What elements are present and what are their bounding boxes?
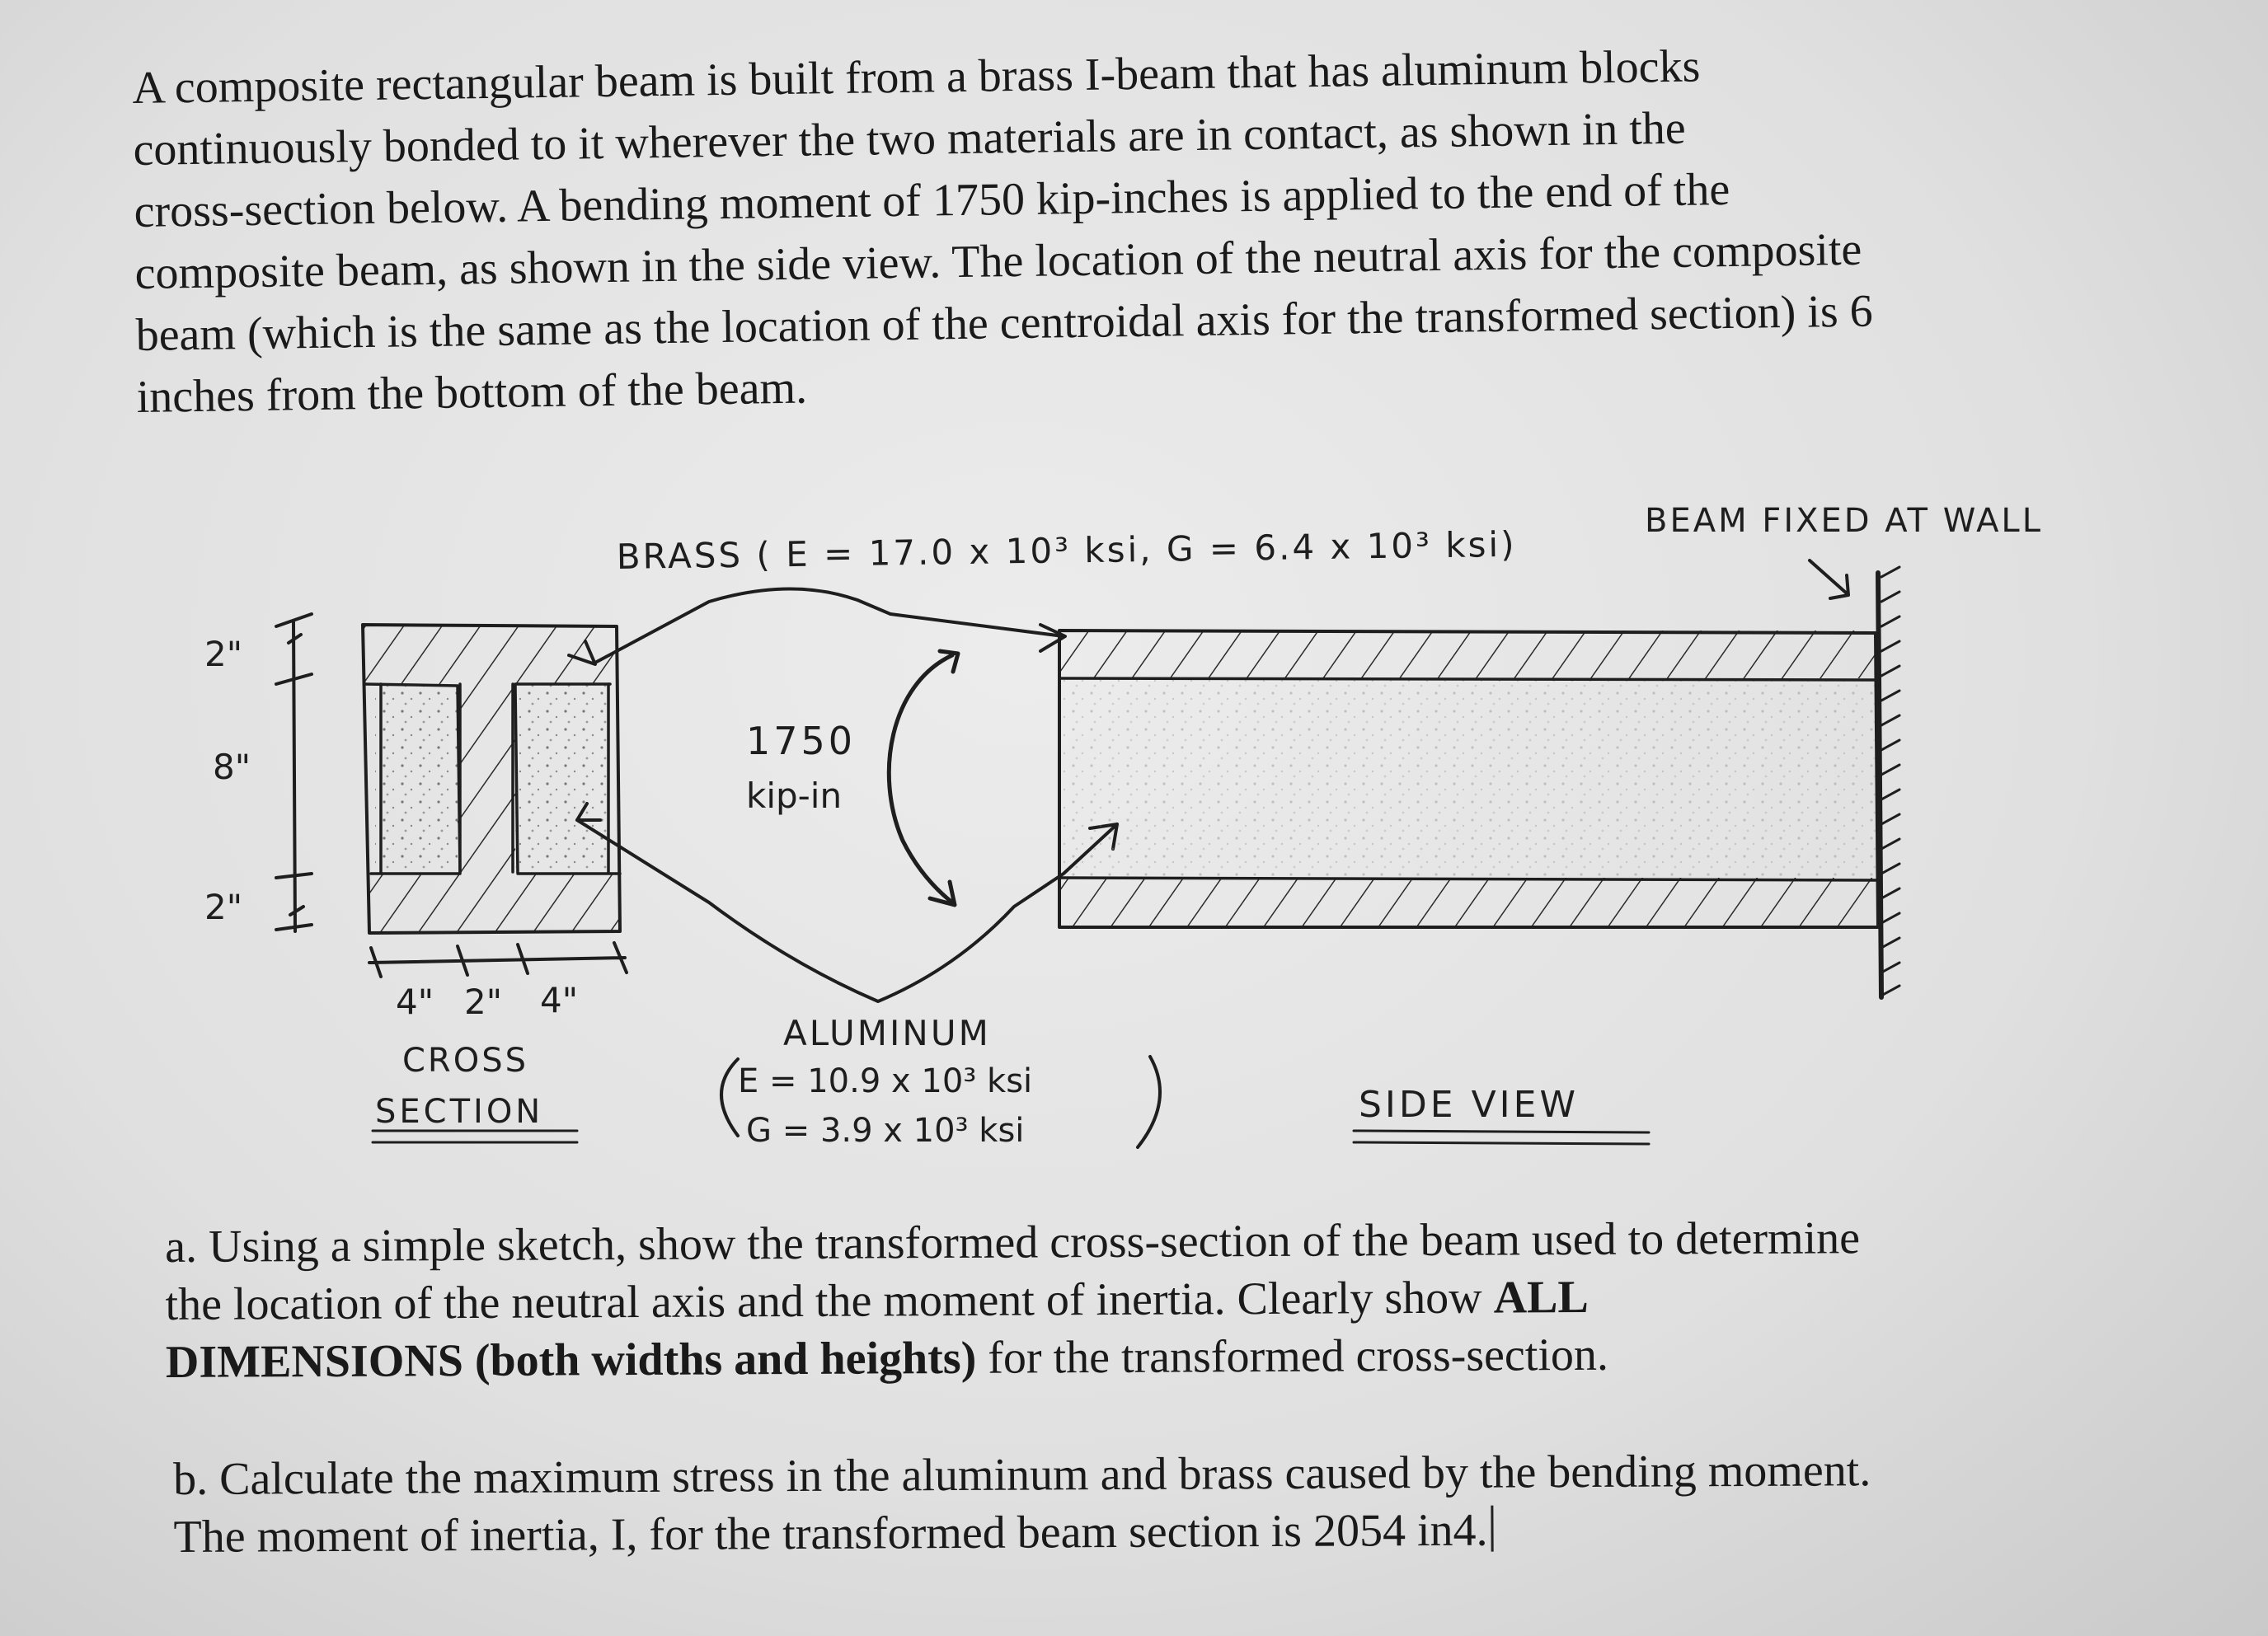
dim-w2-label: 2"	[464, 982, 503, 1022]
dim-bottom-label: 2"	[204, 887, 243, 927]
part-a-question	[165, 1209, 1861, 1391]
part-a-label: a.	[165, 1221, 198, 1273]
side-top-flange	[1059, 630, 1876, 678]
moment-unit: kip-in	[746, 776, 843, 816]
dim-w1-label: 4"	[396, 982, 434, 1022]
side-view-title: SIDE VIEW	[1359, 1084, 1579, 1126]
wall-arrow	[1810, 560, 1848, 598]
aluminum-leader	[577, 820, 1117, 1001]
height-dimensions	[204, 614, 312, 931]
problem-line: continuously bonded to it wherever the two materials are in contact, as shown in the	[133, 102, 1687, 176]
part-a-line2: the location of the neutral axis and the moment of inertia. Clearly show	[165, 1272, 1494, 1330]
fixed-wall	[1878, 567, 1899, 997]
side-view-drawing	[1059, 630, 1878, 927]
problem-line: A composite rectangular beam is built from a brass I-beam that has aluminum blocks	[132, 40, 1701, 114]
problem-line: beam (which is the same as the location of the centroidal axis for the transformed section) is 6	[135, 285, 1874, 361]
dim-w3-label: 4"	[540, 980, 579, 1020]
part-b-line2: The moment of inertia, I, for the transformed beam section is 2054 in4.	[173, 1504, 1488, 1563]
part-a-line1: Using a simple sketch, show the transformed cross-section of the beam used to determine	[208, 1212, 1861, 1273]
brass-label: BRASS ( E = 17.0 x 10³ ksi, G = 6.4 x 10³ ksi)	[616, 523, 1517, 577]
part-a-emphasis-all: ALL	[1493, 1271, 1589, 1324]
side-view-underline	[1354, 1131, 1649, 1144]
dim-mid-label: 8"	[213, 747, 251, 787]
moment-value: 1750	[746, 719, 857, 763]
width-dimensions	[369, 943, 627, 1022]
part-b-label: b.	[173, 1453, 209, 1505]
aluminum-g: G = 3.9 x 10³ ksi	[746, 1112, 1025, 1150]
part-b-line1: Calculate the maximum stress in the aluminum and brass caused by the bending moment.	[219, 1445, 1871, 1505]
side-aluminum	[1059, 678, 1876, 878]
brass-top-flange	[363, 626, 614, 684]
dim-top-label: 2"	[204, 634, 243, 674]
problem-line: cross-section below. A bending moment of 1750 kip-inches is applied to the end of the	[134, 163, 1730, 237]
aluminum-block-right	[515, 684, 610, 874]
problem-line: inches from the bottom of the beam.	[136, 362, 808, 423]
aluminum-arrowheads	[577, 804, 1117, 849]
problem-line: composite beam, as shown in the side view. The location of the neutral axis for the composite	[134, 223, 1862, 299]
text-cursor[interactable]	[1491, 1506, 1493, 1552]
part-a-line3: for the transformed cross-section.	[976, 1329, 1609, 1384]
cross-section-drawing	[363, 625, 621, 933]
aluminum-label: ALUMINUM	[783, 1013, 991, 1053]
aluminum-e: E = 10.9 x 10³ ksi	[738, 1062, 1033, 1100]
moment-arrowheads	[930, 651, 958, 905]
part-b-question	[173, 1441, 1871, 1566]
side-bottom-flange	[1059, 878, 1876, 927]
part-a-emphasis-dimensions: DIMENSIONS (both widths and heights)	[165, 1332, 977, 1388]
brass-web	[458, 684, 515, 874]
aluminum-block-left	[375, 684, 458, 874]
brass-leader	[594, 588, 1064, 663]
brass-bottom-flange	[369, 874, 621, 931]
wall-label: BEAM FIXED AT WALL	[1645, 502, 2044, 540]
cross-section-title-2: SECTION	[375, 1093, 544, 1131]
cross-section-title	[373, 1042, 577, 1142]
cross-section-title-1: CROSS	[402, 1042, 528, 1080]
moment-arrow	[889, 655, 952, 902]
brass-arrowheads	[569, 625, 1065, 664]
